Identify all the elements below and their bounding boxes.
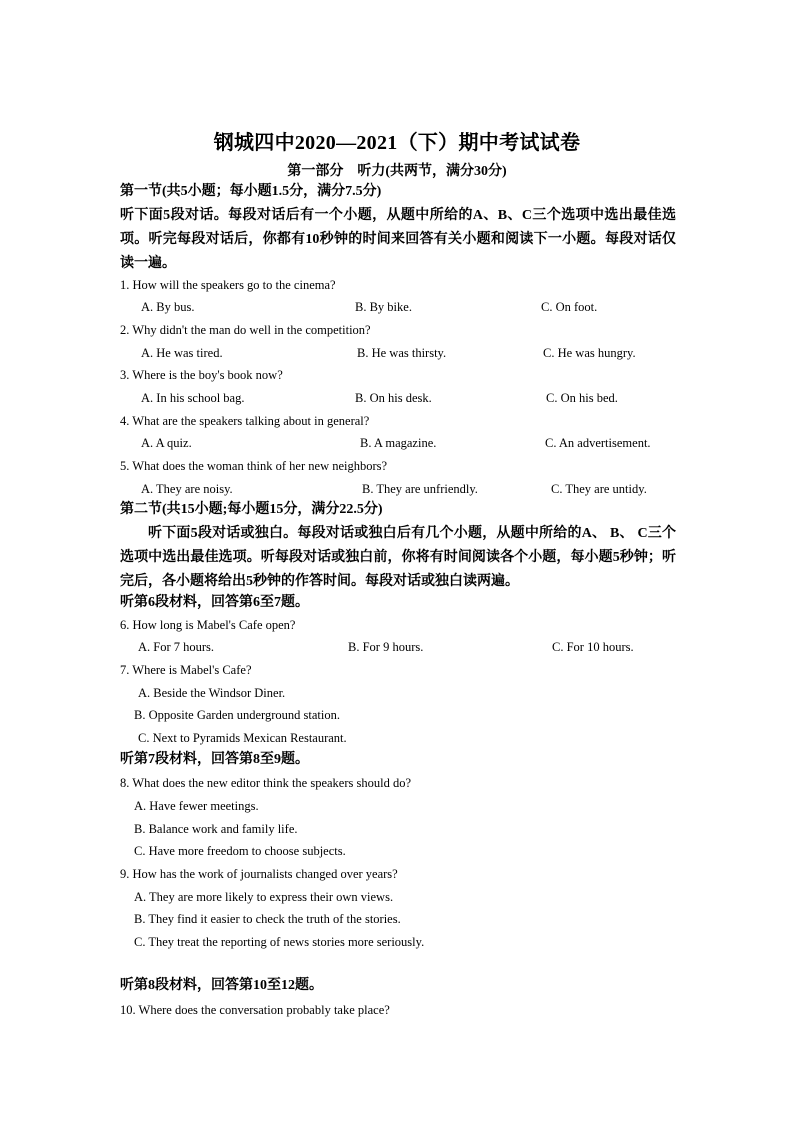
q7-option-b: B. Opposite Garden underground station. [134,708,340,722]
section2-heading: 第二节(共15小题;每小题15分，满分22.5分) [120,502,383,517]
q4-stem: 4. What are the speakers talking about in general? [120,414,370,428]
q6-option-a: A. For 7 hours. [138,640,215,654]
q1-stem: 1. How will the speakers go to the cinema? [120,278,336,292]
q3-option-a: A. In his school bag. [141,391,245,405]
section1-heading: 第一节(共5小题；每小题1.5分，满分7.5分) [120,184,382,199]
q2-option-a: A. He was tired. [141,346,223,360]
q4-option-a: A. A quiz. [141,436,192,450]
q2-option-b: B. He was thirsty. [357,346,447,360]
q9-stem: 9. How has the work of journalists changed over years? [120,867,398,881]
q1-option-a: A. By bus. [141,300,195,314]
q9-option-a: A. They are more likely to express their own views. [134,890,394,904]
q3-option-c: C. On his bed. [546,391,618,405]
q8-option-b: B. Balance work and family life. [134,822,298,836]
q9-option-b: B. They find it easier to check the truth of the stories. [134,912,401,926]
q6-option-c: C. For 10 hours. [552,640,634,654]
q8-stem: 8. What does the new editor think the speakers should do? [120,776,412,790]
q7-stem: 7. Where is Mabel's Cafe? [120,663,252,677]
q1-option-c: C. On foot. [541,300,598,314]
q2-option-c: C. He was hungry. [543,346,636,360]
q1-option-b: B. By bike. [355,300,412,314]
part1-heading: 第一部分 听力(共两节，满分30分) [287,164,507,179]
q7-option-a: A. Beside the Windsor Diner. [138,686,286,700]
q5-stem: 5. What does the woman think of her new neighbors? [120,459,388,473]
exam-title: 钢城四中2020—2021（下）期中考试试卷 [213,132,581,154]
q2-stem: 2. Why didn't the man do well in the competition? [120,323,371,337]
q4-option-c: C. An advertisement. [545,436,651,450]
section2-instruction: 听下面5段对话或独白。每段对话或独白后有几个小题，从题中所给的A、 B、 C三个选项中选出最佳选项。听每段对话或独白前，你将有时间阅读各个小题，每小题5秒钟；听完后，各小题将给出5秒钟的作答时间。每段对话或独白读两遍。 [120,526,676,589]
q3-option-b: B. On his desk. [355,391,432,405]
q5-option-c: C. They are untidy. [551,482,647,496]
material6-heading: 听第6段材料，回答第6至7题。 [120,595,309,610]
q7-option-c: C. Next to Pyramids Mexican Restaurant. [138,731,347,745]
q6-stem: 6. How long is Mabel's Cafe open? [120,618,296,632]
q9-option-c: C. They treat the reporting of news stories more seriously. [134,935,425,949]
q4-option-b: B. A magazine. [360,436,437,450]
q3-stem: 3. Where is the boy's book now? [120,368,283,382]
q5-option-a: A. They are noisy. [141,482,233,496]
q8-option-a: A. Have fewer meetings. [134,799,259,813]
material8-heading: 听第8段材料，回答第10至12题。 [120,978,323,993]
q8-option-c: C. Have more freedom to choose subjects. [134,844,346,858]
material7-heading: 听第7段材料，回答第8至9题。 [120,752,309,767]
q5-option-b: B. They are unfriendly. [362,482,478,496]
section1-instruction: 听下面5段对话。每段对话后有一个小题，从题中所给的A、B、C三个选项中选出最佳选项。听完每段对话后，你都有10秒钟的时间来回答有关小题和阅读下一小题。每段对话仅读一遍。 [120,208,676,271]
q6-option-b: B. For 9 hours. [348,640,424,654]
q10-stem: 10. Where does the conversation probably take place? [120,1003,390,1017]
